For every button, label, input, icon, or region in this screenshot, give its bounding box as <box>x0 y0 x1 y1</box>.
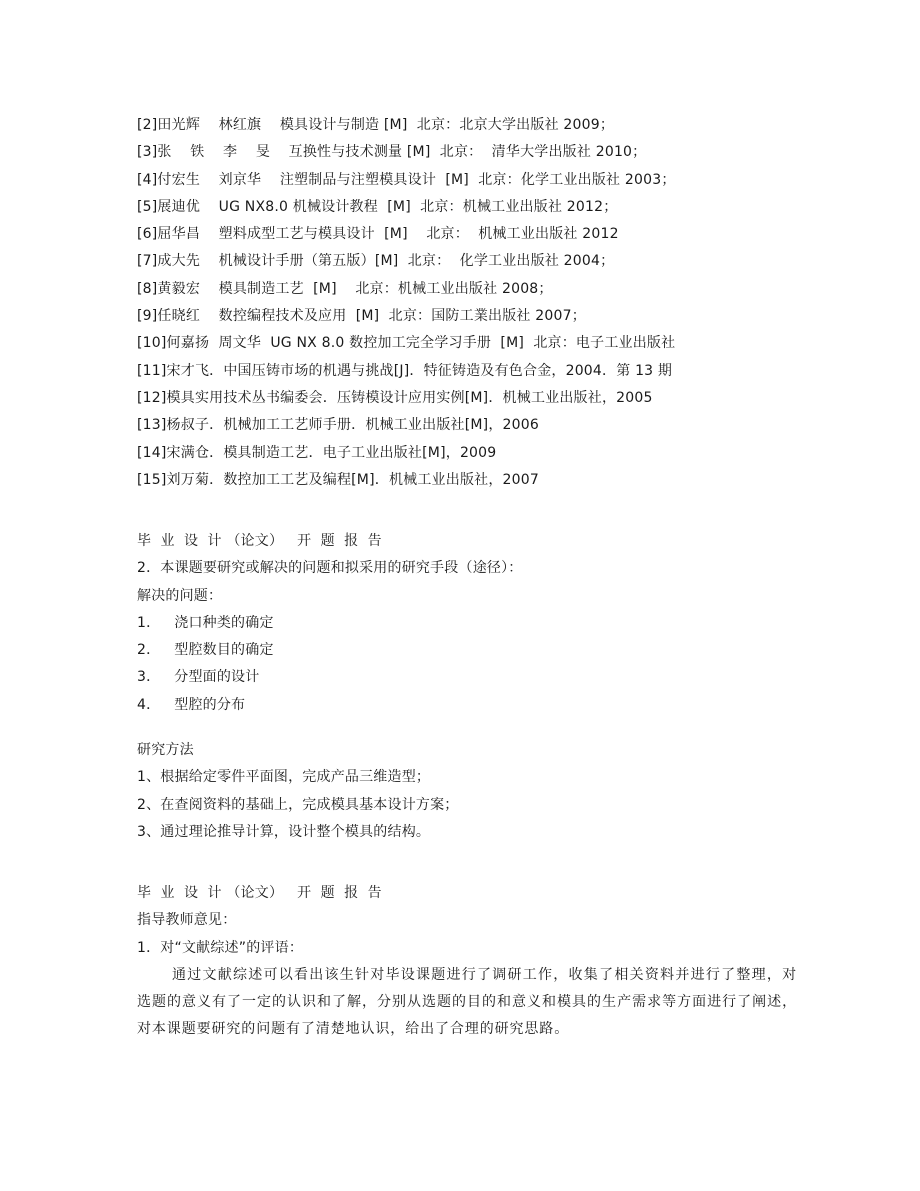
method-item: 1、根据给定零件平面图，完成产品三维造型； <box>137 769 431 786</box>
reference-item: [13]杨叔子．机械加工工艺师手册．机械工业出版社[M]，2006 <box>137 417 539 434</box>
method-item: 2、在查阅资料的基础上，完成模具基本设计方案； <box>137 796 459 813</box>
section-header: 毕 业 设 计 （论文） 开 题 报 告 <box>137 885 382 901</box>
review-paragraph: 通过文献综述可以看出该生针对毕设课题进行了调研工作，收集了相关资料并进行了整理，对选题的意义有了一定的认识和了解，分别从选题的目的和意义和模具的生产需求等方面进行了阐述，对本课题要研究的问题有了清楚地认识，给出了合理的研究思路。 <box>137 966 797 1038</box>
reference-item: [5]展迪优 UG NX8.0 机械设计教程 [M] 北京：机械工业出版社 2012； <box>137 198 618 215</box>
advisor-label: 指导教师意见： <box>137 912 237 929</box>
methods-label: 研究方法 <box>137 742 194 758</box>
reference-item: [15]刘万菊．数控加工工艺及编程[M]．机械工业出版社，2007 <box>137 471 539 488</box>
review-label: 1．对“文献综述”的评语： <box>137 939 304 956</box>
research-methods-section <box>137 737 797 846</box>
question-title: 2．本课题要研究或解决的问题和拟采用的研究手段（途径）： <box>137 560 523 577</box>
reference-item: [9]任晓红 数控编程技术及应用 [M] 北京：国防工業出版社 2007； <box>137 308 586 325</box>
problems-label: 解决的问题： <box>137 587 223 604</box>
reference-item: [8]黄毅宏 模具制造工艺 [M] 北京：机械工业出版社 2008； <box>137 280 553 297</box>
problem-item: 3． 分型面的设计 <box>137 669 260 686</box>
reference-item: [11]宋才飞．中国压铸市场的机遇与挑战[J]．特征铸造及有色合金，2004．第 13 期 <box>137 362 673 379</box>
reference-item: [2]田光辉 林红旗 模具设计与制造 [M] 北京：北京大学出版社 2009； <box>137 117 615 133</box>
reference-item: [4]付宏生 刘京华 注塑制品与注塑模具设计 [M] 北京：化学工业出版社 2003； <box>137 171 676 188</box>
method-item: 3、通过理论推导计算，设计整个模具的结构。 <box>137 823 431 840</box>
reference-item: [6]屈华昌 塑料成型工艺与模具设计 [M] 北京： 机械工业出版社 2012 <box>137 226 619 243</box>
reference-list <box>137 112 837 494</box>
research-problems-section <box>137 528 797 719</box>
reference-item: [10]何嘉扬 周文华 UG NX 8.0 数控加工完全学习手册 [M] 北京：电子工业出版社 <box>137 335 676 352</box>
reference-item: [7]成大先 机械设计手册（第五版）[M] 北京： 化学工业出版社 2004； <box>137 253 615 270</box>
problem-item: 1． 浇口种类的确定 <box>137 614 274 631</box>
problem-item: 4． 型腔的分布 <box>137 696 246 713</box>
reference-item: [12]模具实用技术丛书编委会．压铸模设计应用实例[M]．机械工业出版社，2005 <box>137 389 653 406</box>
reference-item: [14]宋满仓．模具制造工艺．电子工业出版社[M]，2009 <box>137 444 497 461</box>
reference-item: [3]张 铁 李 旻 互换性与技术测量 [M] 北京： 清华大学出版社 2010； <box>137 144 647 161</box>
advisor-opinion-section <box>137 880 797 1044</box>
problem-item: 2． 型腔数目的确定 <box>137 642 274 659</box>
section-header: 毕 业 设 计 （论文） 开 题 报 告 <box>137 533 382 549</box>
